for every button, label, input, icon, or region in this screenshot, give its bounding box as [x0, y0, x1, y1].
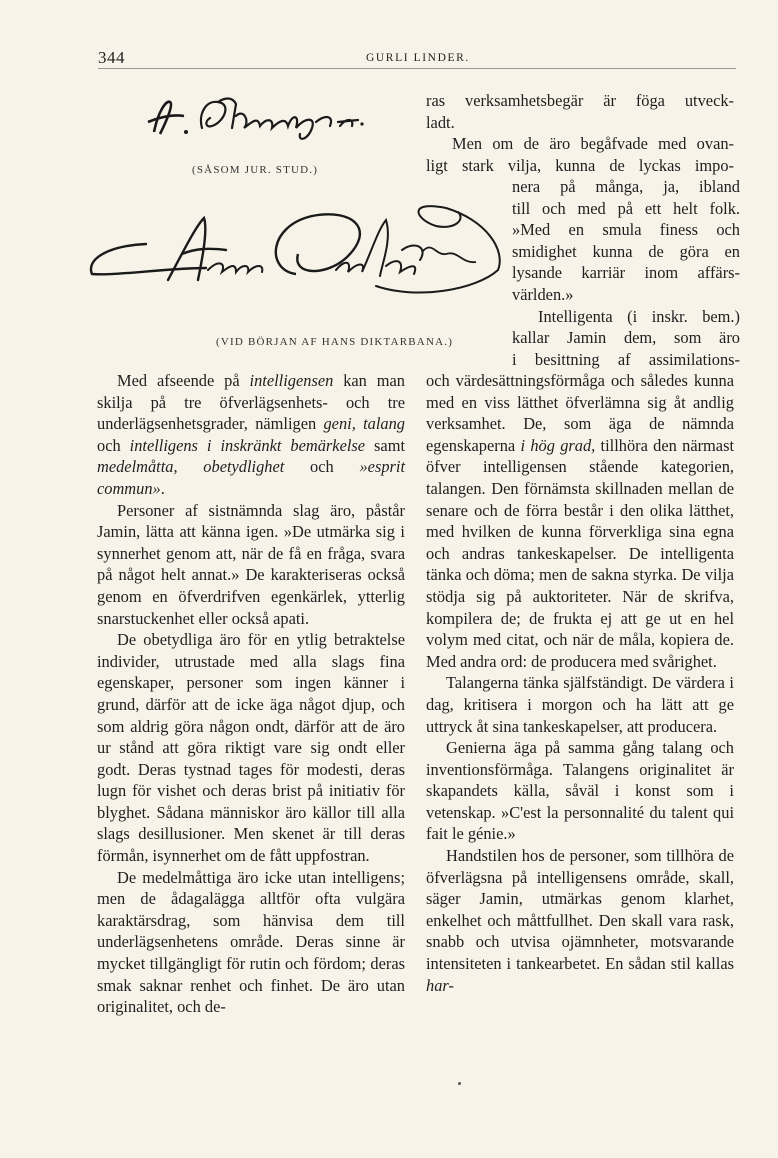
- paragraph: och värdesättningsförmåga och således kunna med en viss lätthet öfverlämna sig åt andlig verksamhet. De, som äga de nämnda egenskaperna i hög grad, tillhöra den närmast öfver intelligensen stående kategorien, talangen. Den förnämsta skillnaden mellan de senare och de förra består i den olika lätthet, med hvilken de kunna förverkliga sina egna och andras tankeskapelser. De intelligenta tänka och döma; men de sakna styrka. De vilja stödja sig på auktoriteter. När de skrifva, kompilera de; de frukta ej att ge ut en hel volym med citat, och när de måla, kopiera de. Med andra ord: de producera med svårighet.: [426, 371, 735, 671]
- line: Intelligenta (i inskr. bem.): [538, 306, 740, 326]
- paragraph: Genierna äga på samma gång talang och inventionsförmåga. Talangens originalitet är skapandets källa, såväl i konst som i vetenskap. »C'est la personnalité du talent qui fait le génie.»: [426, 738, 734, 844]
- paragraph: Talangerna tänka själfständigt. De värdera i dag, kritisera i morgon och ha lätt att ge uttryck åt sina tankeskapelser, att producera.: [426, 673, 734, 736]
- paragraph: Handstilen hos de personer, som tillhöra de öfverlägsna på intelligensens område, skall, säger Jamin, utmärkas genom klarhet, enkelhet och måttfullhet. Den skall vara rask, snabb och utvisa ojämnheter, motsvarande intensiteten i tankearbetet. En sådan stil kallas har-: [426, 846, 734, 995]
- line: i besittning af assimilations-: [512, 349, 740, 369]
- line: ladt.: [426, 112, 455, 132]
- right-column: [426, 370, 734, 996]
- line: Men om de äro begåfvade med ovan-: [452, 134, 734, 154]
- paragraph: De medelmåttiga äro icke utan intelligens; men de ådagalägga alltför ofta vulgära karaktärsdrag, som hänvisa dem till underlägsenhetens område. Deras sinne är mycket tillgängligt för rutin och fördom; deras smak saknar renhet och finhet. De äro utan originalitet, och de-: [97, 867, 405, 1017]
- line: lysande karriär inom affärs-: [512, 263, 740, 283]
- line: världen.»: [512, 284, 574, 304]
- line: »Med en smula finess och: [512, 220, 740, 240]
- signature-oehlenschlaeger: [86, 190, 506, 308]
- paragraph: De obetydliga äro för en ytlig betraktelse individer, utrustade med alla slags fina egenskaper, personer som ingen känner i grund, därför att de icke äga något djup, och som aldrig göra någon ondt, därför att de äro ur stånd att göra riktigt vare sig ondt eller godt. Deras tystnad tages för modesti, deras lugn för vishet och deras brist på initiativ för blyghet. Sådana människor äro källor till alla slags desillusioner. Men skenet är till deras förmån, isynnerhet om de fått uppfostran.: [97, 630, 405, 866]
- footer-dot: [458, 1082, 461, 1085]
- running-title: GURLI LINDER.: [366, 52, 470, 64]
- line: ligt stark vilja, kunna de lyckas impo-: [426, 155, 734, 175]
- line: till och med på ett helt folk.: [512, 198, 740, 218]
- running-header: [98, 46, 736, 69]
- left-column: [97, 370, 405, 1018]
- line: kallar Jamin dem, som äro: [512, 328, 740, 348]
- paragraph: Med afseende på intelligensen kan man skilja på tre öfverlägsenhets- och tre underlägsenhetsgrader, nämligen geni, talang och intelligens i inskränkt bemärkelse samt medelmåtta, obetydlighet och »esprit commun».: [97, 371, 405, 498]
- line: nera på många, ja, ibland: [512, 177, 740, 196]
- signature-caption-1: (SÅSOM JUR. STUD.): [192, 164, 319, 176]
- line: ras verksamhetsbegär är föga utveck-: [426, 91, 734, 110]
- line: smidighet kunna de göra en: [512, 241, 740, 261]
- signature-caption-2: (VID BÖRJAN AF HANS DIKTARBANA.): [216, 336, 454, 348]
- right-column-wrap: [512, 176, 740, 370]
- paragraph: Personer af sistnämnda slag äro, påstår Jamin, lätta att känna igen. »De utmärka sig i synnerhet genom att, när de få en fråga, svara på något helt annat.» De karakteriseras också genom en öfverdrifven egenkärlek, ytterlig snarstuckenhet eller också apati.: [97, 500, 405, 628]
- signature-ohlenslaeger: [140, 92, 380, 148]
- page-number: 344: [98, 48, 125, 67]
- right-column-top: [426, 90, 734, 176]
